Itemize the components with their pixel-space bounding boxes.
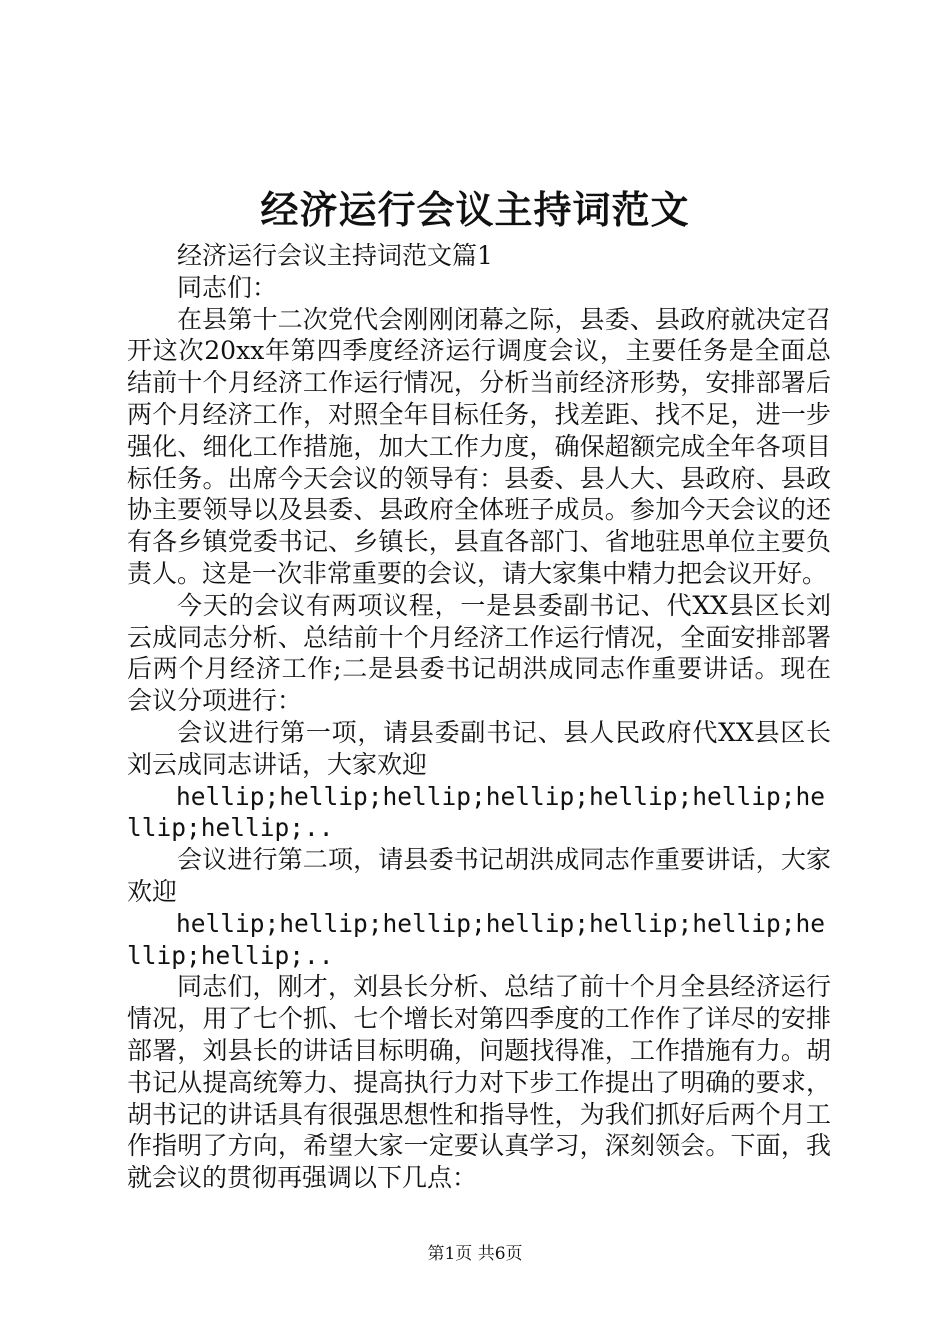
ellipsis-line: hellip;hellip;hellip;hellip;hellip;hellip;hellip;hellip;..: [127, 781, 826, 843]
document-title: 经济运行会议主持词范文: [260, 187, 690, 232]
page-footer: 第1页 共6页: [427, 1244, 523, 1264]
paragraph: 同志们，刚才，刘县长分析、总结了前十个月全县经济运行情况，用了七个抓、七个增长对第四季度的工作作了详尽的安排部署，刘县长的讲话目标明确，问题找得准，工作措施有力。胡书记从提高统筹力、提高执行力对下步工作提出了明确的要求，胡书记的讲话具有很强思想性和指导性，为我们抓好后两个月工作指明了方向，希望大家一定要认真学习，深刻领会。下面，我就会议的贯彻再强调以下几点：: [127, 972, 831, 1193]
paragraph: 在县第十二次党代会刚刚闭幕之际，县委、县政府就决定召开这次20xx年第四季度经济运行调度会议，主要任务是全面总结前十个月经济工作运行情况，分析当前经济形势，安排部署后两个月经济工作，对照全年目标任务，找差距、找不足，进一步强化、细化工作措施，加大工作力度，确保超额完成全年各项目标任务。出席今天会议的领导有：县委、县人大、县政府、县政协主要领导以及县委、县政府全体班子成员。参加今天会议的还有各乡镇党委书记、乡镇长，县直各部门、省地驻思单位主要负责人。这是一次非常重要的会议，请大家集中精力把会议开好。: [127, 304, 831, 588]
salutation: 同志们：: [177, 272, 278, 302]
section-heading: 经济运行会议主持词范文篇1: [177, 241, 493, 270]
ellipsis-line: hellip;hellip;hellip;hellip;hellip;hellip;hellip;hellip;..: [127, 908, 826, 970]
paragraph: 今天的会议有两项议程，一是县委副书记、代XX县区长刘云成同志分析、总结前十个月经济工作运行情况，全面安排部署后两个月经济工作;二是县委书记胡洪成同志作重要讲话。现在会议分项进行：: [127, 590, 831, 716]
paragraph: 会议进行第一项，请县委副书记、县人民政府代XX县区长刘云成同志讲话，大家欢迎: [127, 717, 831, 779]
paragraph: 会议进行第二项，请县委书记胡洪成同志作重要讲话，大家欢迎: [127, 845, 831, 906]
document-body: [127, 240, 831, 1194]
